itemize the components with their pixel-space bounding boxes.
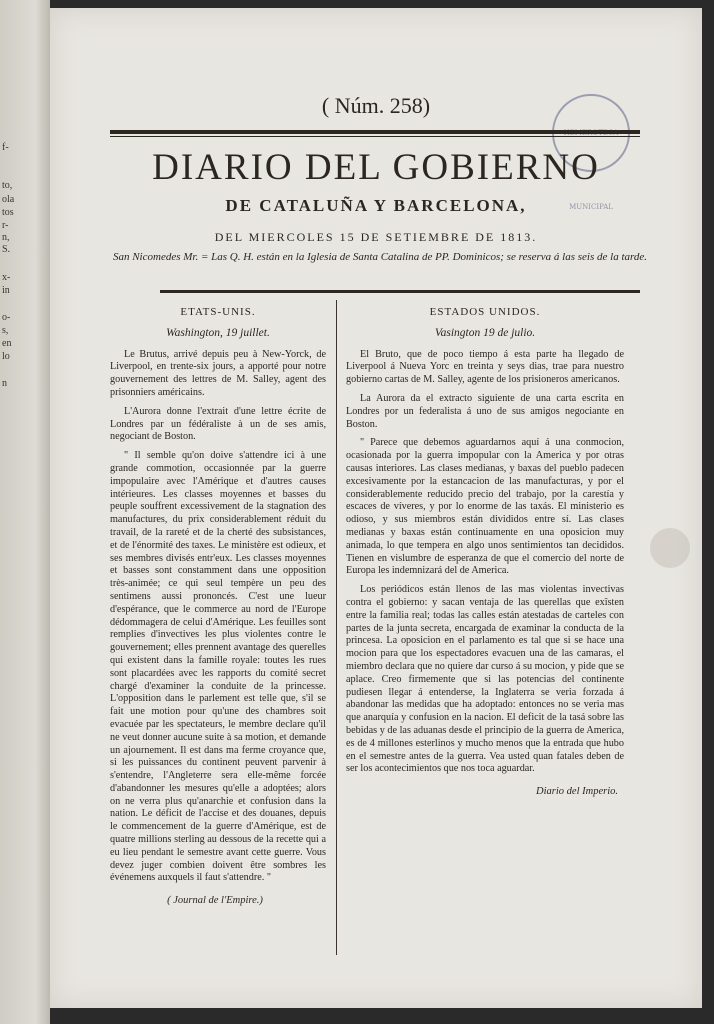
facing-page-fragment: in (2, 285, 10, 296)
facing-page-fragment: to, (2, 180, 13, 191)
newspaper-page (50, 8, 702, 1008)
article-paragraph: Le Brutus, arrivé depuis peu à New-Yorck, de Liverpool, en trente-six jours, a apporté pour notre gouvernement des lettres de M. Salley, agent des prisonniers américains. (110, 348, 326, 398)
article-paragraph: El Bruto, que de poco tiempo á esta parte ha llegado de Liverpool á Nueva Yorc en treinta y seys dias, trae para nuestro gobierno cartas de M. Salley, agente de los prisioneros americanos. (346, 348, 624, 386)
section-rule (160, 290, 640, 293)
facing-page-fragment: n, (2, 232, 10, 243)
facing-page-fragment: lo (2, 351, 10, 362)
article-paragraph: " Il semble qu'on doive s'attendre ici à une grande commotion, occasionnée par la guerre impopulaire avec l'Amérique et d'autres causes intérieures. Les classes moyennes et basses du peuple souffrent excessivement de la stagnation des manufactures, du prix considerablement réduit du travail, de la rareté et de la cherté des subsistances, et de l'énormité des taxes. Le ministère est odieux, et ses membres divisés entr'eux. Les classes moyennes et basses sont constamment dans une opposition très-animée; ce qui seul tempère un peu des sentimens aussi prononcés. C'est une lueur d'espérance, que le commerce au nord de l'Europe dédommagera de celui d'Amérique. Les feuilles sont remplies d'invectives les plus violentes contre le gouvernement; elles prennent avantage des querelles qui existent dans la famille royale: toutes les rues sont placardées avec les rapports du comité secret chargé d'examiner la conduite de la princesse. L'opposition dans le parlement est telle que, s'il se fait une motion pour qu'une des chambres soit evacuée par les spectateurs, le membre declare qu'il ne veut donner aucune suite à sa motion, et demande un ajournement. Il est dans ma ferme croyance que, si les puissances du continent peuvent parvenir à s'entendre, l'Angleterre sera elle-même forcée d'abandonner les mesures qu'elle a adoptées; alors on ne verra plus qu'anarchie et confusion dans la nation. Le déficit de l'accise et des douanes, depuis le commencement de la guerre d'Amérique, est de quatre millions sterling au dessous de la recette qui a eu lieu pendant le semestre avant cette guerre. Vous devez juger combien doivent être sombres les événemens auxquels il faut s'attendre. " (110, 450, 326, 884)
dateline-place: Washington, 19 juillet. (166, 326, 270, 339)
article-paragraph: " Parece que debemos aguardarnos aquí á una conmocion, ocasionada por la guerra impopular con la America y por otras causas interiores. Las clases medianas, y baxas del pueblo padecen excesivamente por la estancacion de las manufacturas, y por el considerablemente reducido precio del trabajo, por la carestía y escaces de víveres, y por lo enorme de las taxás. El ministerio es odioso, y sus miembros están divididos entre sí. Las clases medianas y baxas están continuamente en una oposicion muy animada, lo que tempera en algo unos sentimientos tan decididos. Tienen en vislumbre de esperanza de que el comercio del norte de Europa les indemnizará del de America. (346, 437, 624, 577)
column-divider (336, 300, 337, 955)
header-rule (110, 130, 640, 134)
dateline: DEL MIERCOLES 15 DE SETIEMBRE DE 1813. (214, 230, 538, 244)
french-column (110, 304, 326, 908)
facing-page-fragment: ola (2, 194, 15, 205)
facing-page-fragment: r- (2, 220, 9, 231)
masthead-subtitle: DE CATALUÑA Y BARCELONA, (225, 196, 527, 215)
facing-page-fragment: en (2, 338, 12, 349)
spanish-column (346, 304, 624, 799)
paper-stain (650, 528, 690, 568)
header-rule-thin (110, 136, 640, 137)
article-paragraph: La Aurora da el extracto siguiente de una carta escrita en Londres por un federalista á uno de sus amigos negociante en Boston. (346, 392, 624, 430)
source-credit: ( Journal de l'Empire.) (167, 895, 263, 907)
facing-page-fragment: s, (2, 325, 9, 336)
facing-page-fragment: o- (2, 312, 11, 323)
article-paragraph: L'Aurora donne l'extrait d'une lettre écrite de Londres par un fédéraliste à un de ses amis, negociant de Boston. (110, 405, 326, 443)
masthead-title: DIARIO DEL GOBIERNO (152, 147, 600, 188)
facing-page-fragment: x- (2, 272, 11, 283)
column-heading: ETATS-UNIS. (180, 306, 256, 318)
article-paragraph: Los periódicos están llenos de las mas violentas invectivas contra el gobierno: y sacan ventaja de las querellas que exîsten entre la familia real; todas las calles están atestadas de carteles con partes de la junta secreta, encargada de examinar la conducta de la princesa. La oposicion en el parlamento es tal que si se hace una mocion para que los espectadores evacuen una de las camaras, el miembro declara que no quiere dar curso á su mocion, y pide que se aplace. Creo firmemente que si las potencias del continente pudiesen llegar á entenderse, la Inglaterra se veria forzada á abandonar las medidas que ha adoptado: entonces no se veria mas que anarquía y confusion en la nacion. El deficit de la tasá sobre las bebidas y de las aduanas desde el principio de la guerra de America, es de 4 millones esterlinos y mucho menos que la entrada que hubo en el semestre antes de la guerra. Vea usted quan fatales deben de ser los acontecimientos que nos toca aguardar. (346, 584, 624, 775)
facing-page-fragment: tos (2, 207, 14, 218)
facing-page-edge (0, 0, 50, 1024)
library-stamp: MUNICIPAL (552, 94, 630, 172)
religious-notice: San Nicomedes Mr. = Las Q. H. están en la Iglesia de Santa Catalina de PP. Dominicos; se reserva á las seis de la tarde. (112, 251, 648, 263)
issue-number: ( Núm. 258) (321, 93, 431, 118)
facing-page-fragment: f- (2, 142, 9, 153)
dateline-place: Vasington 19 de julio. (434, 326, 536, 339)
facing-page-fragment: n (2, 378, 7, 389)
facing-page-fragment: S. (2, 244, 11, 255)
source-credit: Diario del Imperio. (536, 786, 618, 798)
column-heading: ESTADOS UNIDOS. (429, 306, 541, 318)
